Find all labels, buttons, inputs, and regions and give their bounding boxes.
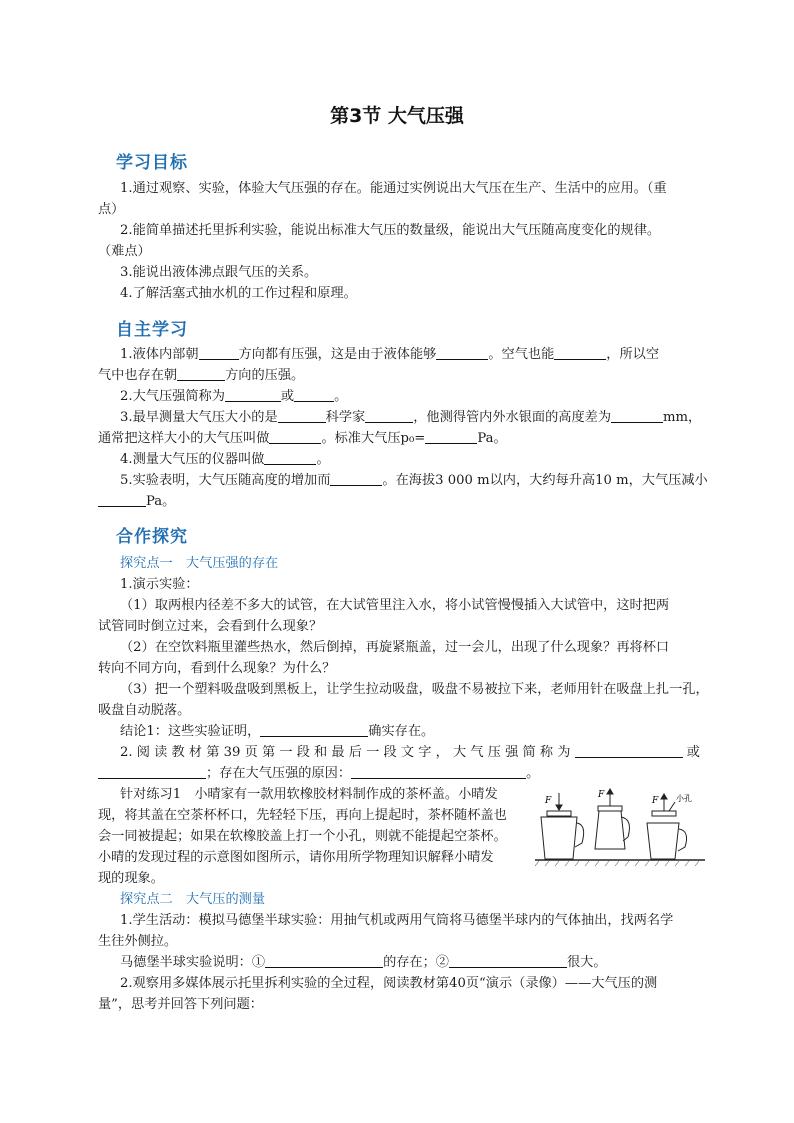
text: 方向的压强。 xyxy=(225,368,305,383)
experiment-1-cont: 试管同时倒立过来，会看到什么现象？ xyxy=(98,619,323,634)
experiment-2-cont: 转向不同方向，看到什么现象？为什么？ xyxy=(98,661,336,676)
self-study-q5-cont xyxy=(98,491,700,513)
text: 气中也存在朝 xyxy=(98,368,178,383)
answer-blank[interactable] xyxy=(575,743,683,758)
answer-blank[interactable] xyxy=(554,345,606,360)
answer-blank[interactable] xyxy=(330,471,382,486)
observe-task: 2.观察用多媒体展示托里拆利实验的全过程，阅读教材第40页“演示（录像）——大气压的测 xyxy=(120,976,658,991)
answer-blank[interactable] xyxy=(98,492,146,507)
text: Pa。 xyxy=(146,494,176,509)
experiment-2: （2）在空饮料瓶里灌些热水，然后倒掉，再旋紧瓶盖，过一会儿，出现了什么现象？再将杯口 xyxy=(120,640,670,655)
hole-label: 小孔 xyxy=(676,794,692,803)
practice-1: 针对练习1 小晴家有一款用软橡胶材料制作成的茶杯盖。小晴发 xyxy=(120,787,498,802)
text: 或 xyxy=(280,389,295,404)
text: 通常把这样大小的大气压叫做 xyxy=(98,431,270,446)
text: 结论1：这些实验证明， xyxy=(120,724,261,739)
demo-label: 1.演示实验： xyxy=(120,577,199,592)
reading-task xyxy=(120,742,700,764)
answer-blank[interactable] xyxy=(265,953,383,968)
student-activity: 1.学生活动：模拟马德堡半球实验：用抽气机或两用气筒将马德堡半球内的气体抽出，找两名学 xyxy=(120,913,674,928)
text: 1.液体内部朝 xyxy=(120,347,199,362)
goal-1-cont: 点） xyxy=(98,202,125,217)
explore-point-1: 探究点一 大气压强的存在 xyxy=(120,556,279,571)
student-activity-cont: 生往外侧拉。 xyxy=(98,934,178,949)
text: 马德堡半球实验说明：① xyxy=(120,955,266,970)
text: 确实存在。 xyxy=(368,724,435,739)
reading-task-cont xyxy=(98,763,700,785)
answer-blank[interactable] xyxy=(278,408,326,423)
answer-blank[interactable] xyxy=(294,387,334,402)
text: mm， xyxy=(663,410,702,425)
force-label: F xyxy=(598,790,605,800)
self-study-q2 xyxy=(120,386,700,408)
text: 2.大气压强简称为 xyxy=(120,389,225,404)
text: 。 xyxy=(316,452,330,467)
explore-point-2: 探究点二 大气压的测量 xyxy=(120,892,266,907)
force-label: F xyxy=(652,796,659,806)
self-study-q5 xyxy=(120,470,708,492)
answer-blank[interactable] xyxy=(365,408,413,423)
text: ，所以空 xyxy=(606,347,660,362)
practice-1-cont: 现的现象。 xyxy=(98,871,164,886)
text: Pa。 xyxy=(477,431,507,446)
experiment-1: （1）取两根内径差不多大的试管，在大试管里注入水，将小试管慢慢插入大试管中，这时把两 xyxy=(120,598,670,613)
teacup-lid-diagram xyxy=(535,787,705,867)
ground-hatch xyxy=(535,861,699,866)
text: 的存在；② xyxy=(383,955,449,970)
answer-blank[interactable] xyxy=(611,408,663,423)
practice-1-cont: 会一同被提起；如果在软橡胶盖上打一个小孔，则就不能提起空茶杯。 xyxy=(98,829,507,844)
answer-blank[interactable] xyxy=(199,345,239,360)
goal-4: 4.了解活塞式抽水机的工作过程和原理。 xyxy=(120,286,357,301)
page-title: 第3节 大气压强 xyxy=(330,105,464,127)
magdeburg-explanation xyxy=(120,952,700,974)
text: 。 xyxy=(334,389,348,404)
text: 2.阅读教材第39页第一段和最后一段文字，大气压强简称为 xyxy=(120,745,575,760)
text: 方向都有压强，这是由于液体能够 xyxy=(238,347,437,362)
section-heading-goals: 学习目标 xyxy=(116,153,188,173)
text: 5.实验表明，大气压随高度的增加而 xyxy=(120,473,331,488)
answer-blank[interactable] xyxy=(449,953,567,968)
experiment-3: （3）把一个塑料吸盘吸到黑板上，让学生拉动吸盘，吸盘不易被拉下来，老师用针在吸盘上扎一孔， xyxy=(120,682,709,697)
text: 4.测量大气压的仪器叫做 xyxy=(120,452,265,467)
text: 科学家 xyxy=(325,410,366,425)
answer-blank[interactable] xyxy=(264,450,316,465)
answer-blank[interactable] xyxy=(98,764,206,779)
answer-blank[interactable] xyxy=(351,764,526,779)
text: 或 xyxy=(682,745,700,760)
section-heading-cooperate: 合作探究 xyxy=(116,527,188,547)
answer-blank[interactable] xyxy=(269,429,321,444)
self-study-q3 xyxy=(120,407,700,429)
practice-1-cont: 现，将其盖在空茶杯杯口，先轻轻下压，再向上提起时，茶杯随杯盖也 xyxy=(98,808,507,823)
experiment-3-cont: 吸盘自动脱落。 xyxy=(98,703,191,718)
answer-blank[interactable] xyxy=(225,387,281,402)
self-study-q4 xyxy=(120,449,700,471)
conclusion-1 xyxy=(120,721,700,743)
self-study-q3-cont xyxy=(98,428,700,450)
goal-3: 3.能说出液体沸点跟气压的关系。 xyxy=(120,265,318,280)
self-study-q1-cont xyxy=(98,365,700,387)
answer-blank[interactable] xyxy=(177,366,225,381)
goal-2-cont: （难点） xyxy=(98,244,151,259)
text: 。空气也能 xyxy=(488,347,555,362)
text: 。在海拔3 000 m以内，大约每升高10 m，大气压减小 xyxy=(382,473,708,488)
practice-1-cont: 小晴的发现过程的示意图如图所示，请你用所学物理知识解释小晴发 xyxy=(98,850,494,865)
text: ，他测得管内外水银面的高度差为 xyxy=(413,410,612,425)
goal-2: 2.能简单描述托里拆利实验，能说出标准大气压的数量级，能说出大气压随高度变化的规律。 xyxy=(120,223,661,238)
text: 3.最早测量大气压大小的是 xyxy=(120,410,278,425)
text: 。标准大气压p₀= xyxy=(321,431,426,446)
goal-1: 1.通过观察、实验，体验大气压强的存在。能通过实例说出大气压在生产、生活中的应用。（重 xyxy=(120,181,667,196)
force-label: F xyxy=(545,796,552,806)
text: 。 xyxy=(526,766,540,781)
observe-task-cont: 量”，思考并回答下列问题： xyxy=(98,997,263,1012)
self-study-q1 xyxy=(120,344,700,366)
answer-blank[interactable] xyxy=(260,722,368,737)
answer-blank[interactable] xyxy=(436,345,488,360)
section-heading-self-study: 自主学习 xyxy=(116,320,188,340)
text: ；存在大气压强的原因： xyxy=(206,766,352,781)
text: 很大。 xyxy=(567,955,607,970)
answer-blank[interactable] xyxy=(425,429,477,444)
